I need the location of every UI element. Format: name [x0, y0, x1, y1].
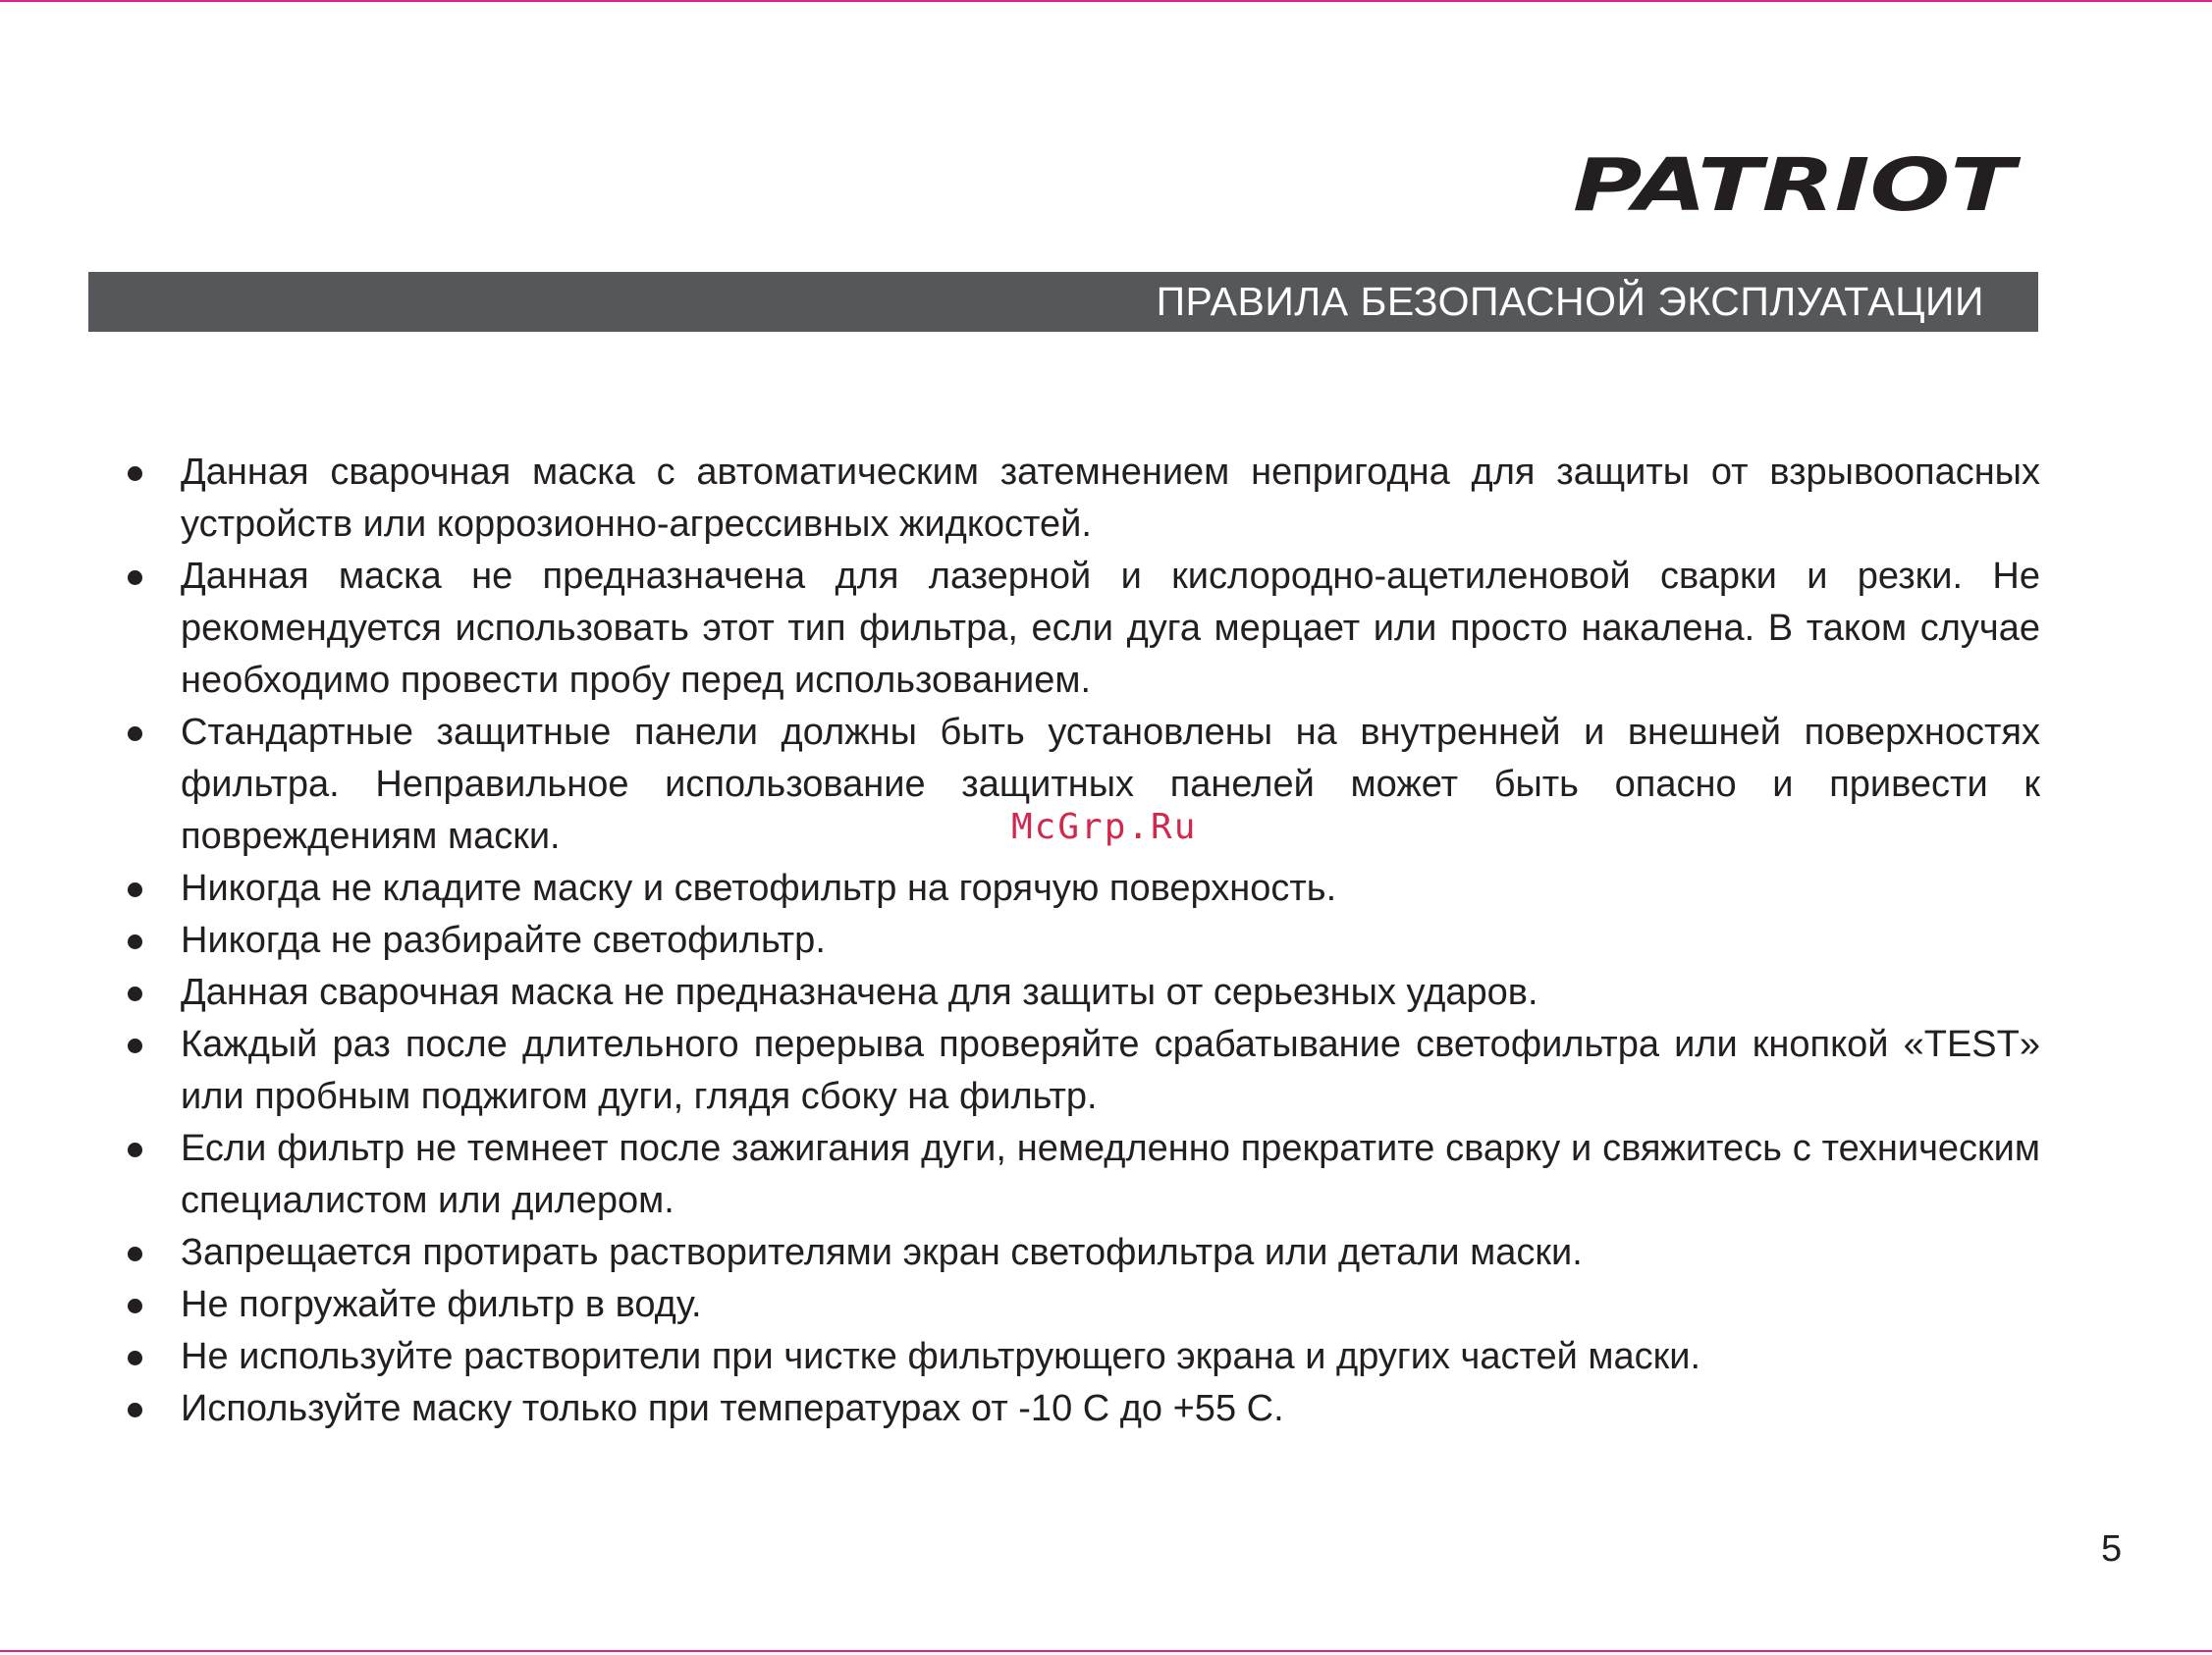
rule-text: Используйте маску только при температурах от -10 С до +55 С. [181, 1388, 1284, 1429]
bullet-icon [128, 1299, 142, 1313]
list-item [118, 1019, 2040, 1123]
list-item [118, 1279, 2040, 1331]
svg-text:PATRIOT: PATRIOT [1573, 147, 2023, 224]
bullet-icon [128, 466, 142, 481]
list-item [118, 1383, 2040, 1435]
bottom-edge-line [0, 1650, 2212, 1652]
list-item [118, 1123, 2040, 1227]
patriot-logo [1569, 147, 2023, 224]
list-item [118, 863, 2040, 915]
page-number: 5 [2101, 1528, 2123, 1570]
list-item [118, 447, 2040, 551]
list-item [118, 1331, 2040, 1383]
list-item [118, 915, 2040, 967]
section-title: ПРАВИЛА БЕЗОПАСНОЙ ЭКСПЛУАТАЦИИ [1156, 279, 1984, 324]
rule-text: Если фильтр не темнеет после зажигания дуги, немедленно прекратите сварку и свяжитесь с техническим специалистом или дилером. [181, 1128, 2040, 1221]
bullet-icon [128, 1247, 142, 1261]
bullet-icon [128, 934, 142, 949]
rule-text: Запрещается протирать растворителями экран светофильтра или детали маски. [181, 1232, 1583, 1273]
bullet-icon [128, 882, 142, 897]
safety-rules-list [118, 447, 2040, 1435]
bullet-icon [128, 570, 142, 585]
section-banner [88, 272, 2038, 332]
bullet-icon [128, 1351, 142, 1365]
list-item [118, 551, 2040, 707]
bullet-icon [128, 1403, 142, 1417]
rule-text: Никогда не разбирайте светофильтр. [181, 920, 826, 961]
bullet-icon [128, 987, 142, 1001]
rule-text: Данная сварочная маска с автоматическим затемнением непригодна для защиты от взрывоопасных устройств или коррозионно-агрессивных жидкостей. [181, 452, 2040, 545]
rule-text: Не погружайте фильтр в воду. [181, 1284, 702, 1325]
rule-text: Никогда не кладите маску и светофильтр на горячую поверхность. [181, 868, 1337, 909]
top-edge-line [0, 0, 2212, 2]
list-item [118, 967, 2040, 1019]
rule-text: Не используйте растворители при чистке фильтрующего экрана и других частей маски. [181, 1336, 1701, 1377]
bullet-icon [128, 726, 142, 741]
rule-text: Данная сварочная маска не предназначена для защиты от серьезных ударов. [181, 972, 1538, 1013]
watermark: McGrp.Ru [1011, 807, 1198, 847]
bullet-icon [128, 1039, 142, 1053]
rule-text: Каждый раз после длительного перерыва проверяйте срабатывание светофильтра или кнопкой «TEST» или пробным поджигом дуги, глядя сбоку на фильтр. [181, 1024, 2040, 1117]
rule-text: Данная маска не предназначена для лазерной и кислородно-ацетиленовой сварки и резки. Не рекомендуется использовать этот тип фильтра, если дуга мерцает или просто накалена. В таком случае необходимо провести пробу перед использованием. [181, 556, 2040, 701]
rule-text: Стандартные защитные панели должны быть установлены на внутренней и внешней поверхностях фильтра. Неправильное использование защитных панелей может быть опасно и привести к повреждениям маски. [181, 712, 2040, 857]
bullet-icon [128, 1143, 142, 1157]
list-item [118, 1227, 2040, 1279]
